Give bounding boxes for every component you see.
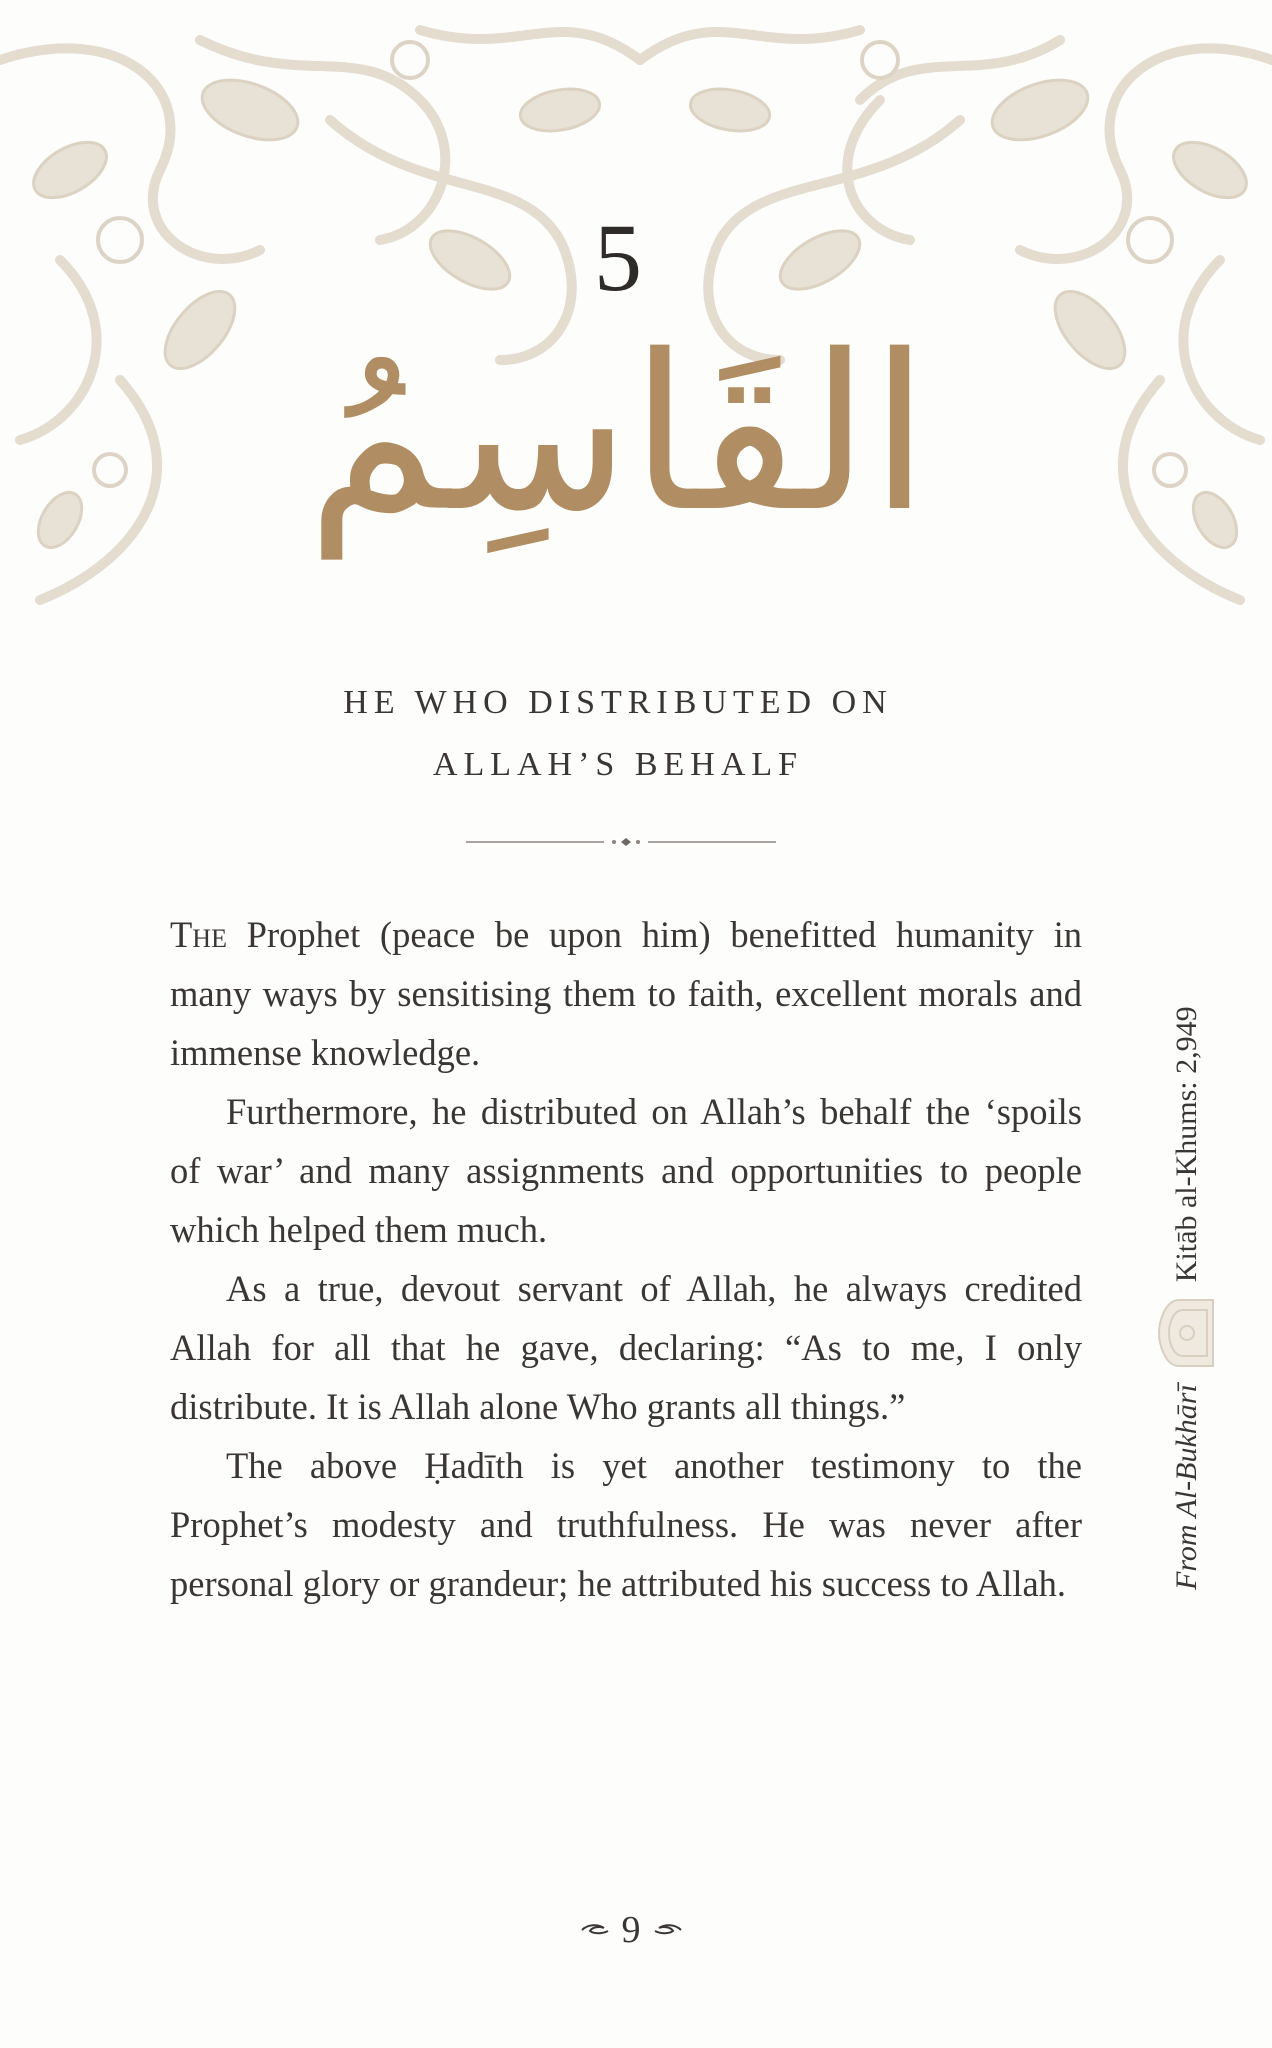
- paragraph-4: The above Ḥadīth is yet another testimony to the Prophet’s modesty and truthfulness. He was never after personal glory or grandeur; he attributed his success to Allah.: [170, 1445, 1082, 1604]
- body-text: [170, 905, 1082, 1613]
- chapter-heading: [0, 672, 1236, 796]
- paragraph-1-rest: Prophet (peace be upon him) benefitted humanity in many ways by sensitising them to faith, excellent morals and immense knowledge.: [170, 914, 1082, 1073]
- arch-emblem-icon: [1157, 1296, 1217, 1370]
- page-number-text: 9: [621, 1909, 641, 1951]
- page-number: [0, 1908, 1262, 1952]
- chapter-number: 5: [594, 204, 642, 311]
- arabic-title: القَاسِمُ: [306, 308, 930, 559]
- reference-book: Kitāb al-Khums: 2,949: [1170, 1006, 1203, 1283]
- section-divider: [466, 835, 776, 849]
- reference-source: From Al-Bukhārī: [1170, 1384, 1203, 1590]
- side-reference: [1157, 1006, 1217, 1590]
- paragraph-1: [170, 905, 1082, 1082]
- paragraph-3: As a true, devout servant of Allah, he always credited Allah for all that he gave, declaring: “As to me, I only distribute. It is Allah alone Who grants all things.”: [170, 1268, 1082, 1427]
- paragraph-2: Furthermore, he distributed on Allah’s behalf the ‘spoils of war’ and many assignments and opportunities to people which helped them much.: [170, 1091, 1082, 1250]
- right-flourish-icon: [653, 1922, 683, 1938]
- left-flourish-icon: [580, 1922, 610, 1938]
- paragraph-1-lead: The: [170, 914, 227, 955]
- heading-line-1: HE WHO DISTRIBUTED ON: [343, 684, 893, 721]
- heading-line-2: ALLAH’S BEHALF: [432, 746, 804, 783]
